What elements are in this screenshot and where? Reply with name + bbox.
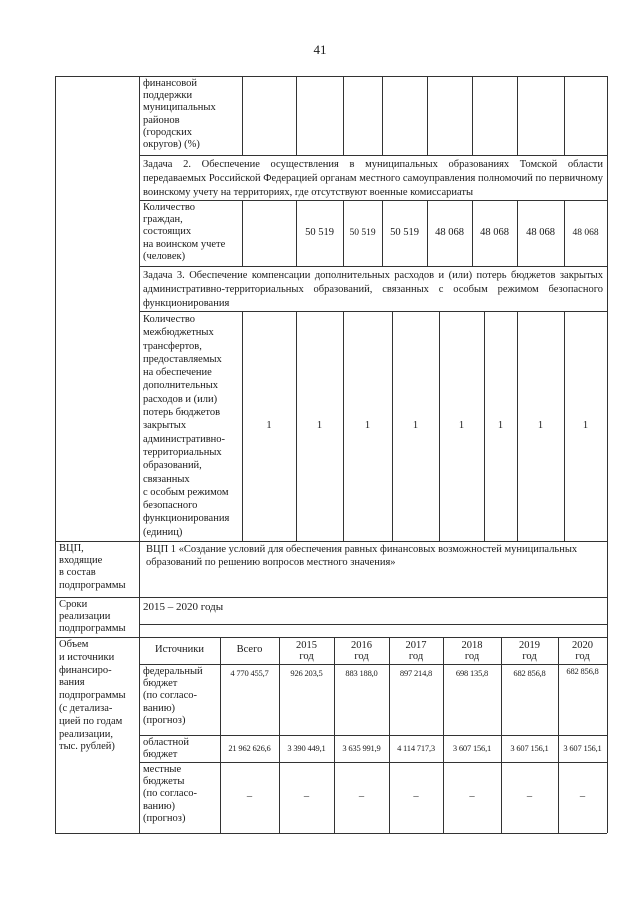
task-2-value-2015: 50 519 [305,226,334,238]
funding-source-federal: федеральный бюджет (по согласо- ванию) (прогноз) [143,666,203,726]
funding-header-2015: 2015 год [296,639,317,662]
task-3-value-8: 1 [582,419,589,431]
funding-federal-2020: 682 856,8 [566,666,599,676]
funding-regional-2018: 3 607 156,1 [452,743,492,754]
funding-header-total: Всего [236,644,263,656]
funding-regional-2020: 3 607 156,1 [563,743,602,754]
vcp-label: ВЦП, входящие в состав подпрограммы [59,543,126,591]
task-3-value-6: 1 [497,419,504,431]
task-2-value-2016: 50 519 [349,227,376,238]
terms-value: 2015 – 2020 годы [143,601,224,613]
task-3-value-7: 1 [537,419,544,431]
task-3-text: Задача 3. Обеспечение компенсации дополнительных расходов и (или) потерь бюджетов закрытых административно-территориальных образований, связанных с особым режимом безопасного функционирования [143,270,603,309]
funding-local-2020: – [579,791,586,803]
funding-header-sources: Источники [155,644,204,656]
funding-regional-2015: 3 390 449,1 [287,743,326,754]
task-2-value-2020: 48 068 [526,226,555,238]
funding-header-2019: 2019 год [519,639,540,662]
funding-regional-2016: 3 635 991,9 [342,743,381,754]
task-3-value-4: 1 [412,419,419,431]
vcp-text: ВЦП 1 «Создание условий для обеспечения равных финансовых возможностей муниципальных образований по решению вопросов местного значения» [146,544,578,568]
funding-local-2019: – [526,791,533,803]
task-2-value-2018: 48 068 [435,226,464,238]
funding-header-2018: 2018 год [461,639,483,662]
terms-label: Сроки реализации подпрограммы [59,599,126,635]
task-2-indicator-label: Количество граждан, состоящих на воинском учете (человек) [143,202,226,262]
task-2-value-2019: 48 068 [480,226,509,238]
funding-regional-total: 21 962 626,6 [228,743,271,754]
funding-local-2018: – [469,791,475,803]
task-3-value-3: 1 [364,419,371,431]
funding-local-2016: – [358,791,365,803]
funding-header-2016: 2016 год [351,639,372,662]
funding-federal-2016: 883 188,0 [345,668,378,678]
funding-federal-2017: 897 214,8 [399,668,433,678]
funding-regional-2019: 3 607 156,1 [510,743,549,754]
funding-local-2015: – [303,791,310,803]
funding-local-total: – [246,791,253,803]
task-3-indicator-label: Количество межбюджетных трансфертов, предоставляемых на обеспечение дополнительных расходов и (или) потерь бюджетов закрытых административно- территориальных образований, связанных с особым режимом безопасного функционирования (единиц) [143,314,230,538]
funding-source-regional: областной бюджет [143,737,189,761]
funding-federal-total: 4 770 455,7 [230,668,269,678]
funding-federal-2018: 698 135,8 [455,668,489,678]
page-number: 41 [313,42,327,57]
support-indicator-label: финансовой поддержки муниципальных районов (городских округов) (%) [143,78,216,151]
funding-header-2020: 2020 год [572,639,593,662]
task-2-text: Задача 2. Обеспечение осуществления в муниципальных образованиях Томской области передаваемых Российской Федерацией органам местного самоуправления полномочий по первичному воинскому учету на территориях, где отсутствуют военные комиссариаты [143,159,603,198]
funding-federal-2019: 682 856,8 [513,668,546,678]
funding-local-2017: – [413,791,419,803]
funding-header-2017: 2017 год [405,639,427,662]
task-2-value-extra: 48 068 [572,227,599,238]
funding-label: Объем и источники финансиро- вания подпрограммы (с детализа- цией по годам реализации, тыс. рублей) [59,639,126,753]
task-3-value-2: 1 [316,419,323,431]
task-3-value-1: 1 [266,419,272,431]
funding-source-local: местные бюджеты (по согласо- ванию) (прогноз) [143,764,197,824]
task-2-value-2017: 50 519 [390,226,419,238]
task-3-value-5: 1 [458,419,465,431]
funding-regional-2017: 4 114 717,3 [397,743,435,754]
funding-federal-2015: 926 203,5 [290,668,323,678]
